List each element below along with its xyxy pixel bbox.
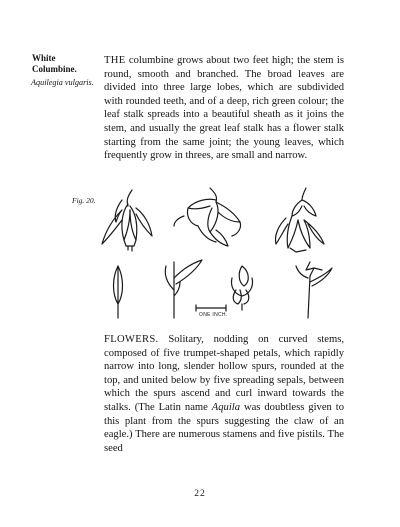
flower-drawing-1 (102, 190, 152, 251)
paragraph-description (104, 54, 344, 163)
flowers-body-a: Solitary, nodding on curved stems, composed of five trumpet-shaped petals, which rapidly narrow into long, slender hollow spurs, rounded at the top, and united below by five spreading sepals, between which the spurs ascend and curl inward towards the stalks. (The Latin name (104, 334, 344, 413)
flowers-lead: FLOWERS. (104, 334, 159, 345)
figure-label: Fig. 20. (72, 196, 96, 205)
latin-word-aquila: Aquila (211, 401, 241, 413)
margin-heading (32, 53, 77, 75)
flower-drawing-2 (174, 188, 241, 246)
columbine-illustration (92, 186, 348, 324)
flowers-body-b: was doubtless given to this plant from the spurs suggesting the claw of an eagle.) There are numerous stamens and five pistils. The seed (104, 401, 344, 454)
columbine-drawing (92, 186, 348, 324)
margin-heading-line1: White (32, 53, 56, 63)
scale-bar (196, 305, 226, 311)
scale-label: ONE INCH. (199, 312, 228, 318)
paragraph-lead: THE (104, 55, 126, 66)
bud-drawing (114, 266, 123, 318)
margin-heading-line2: Columbine. (32, 64, 77, 74)
margin-latin-name: Aquilegia vulgaris. (31, 78, 94, 87)
page-number: 22 (194, 489, 206, 499)
seed-stalk-drawing (296, 262, 332, 318)
paragraph-flowers (104, 333, 344, 455)
flower-top-drawing (231, 266, 252, 310)
flower-drawing-3 (275, 188, 324, 252)
paragraph-body: columbine grows about two feet high; the stem is round, smooth and branched. The broad leaves are divided into three large lobes, which are subdivided with rounded teeth, and of a deep, rich green colour; the leaf stalk spreads into a beautiful sheath as it joins the stem, and usually the great leaf stalk has a flower stalk starting from the same joint; the young leaves, which frequently grow in threes, are small and narrow. (104, 55, 344, 162)
